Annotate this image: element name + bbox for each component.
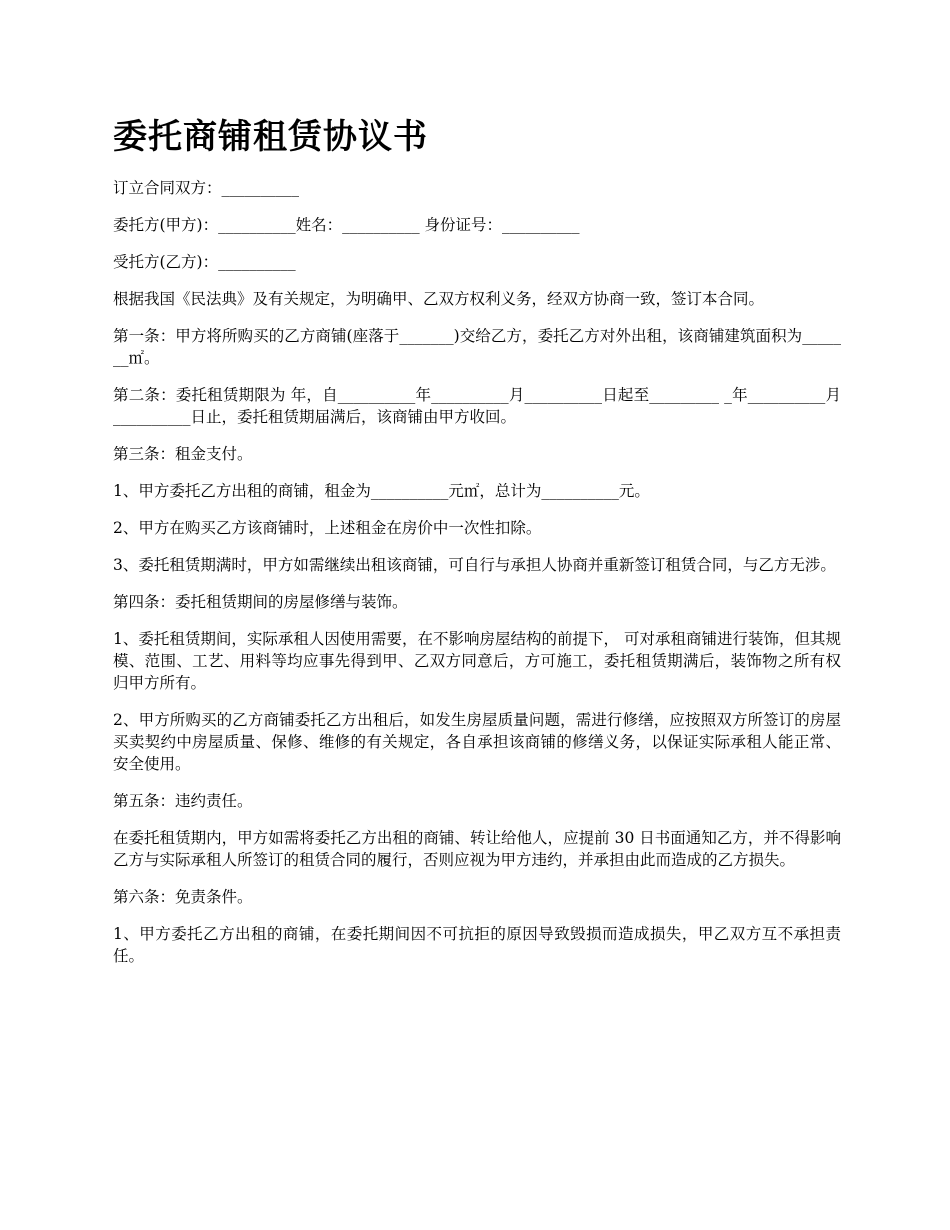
article-1-paragraph: 第一条：甲方将所购买的乙方商铺(座落于_______)交给乙方，委托乙方对外出租，该商铺建筑面积为_______㎡。 xyxy=(113,327,841,367)
party-a-line: 委托方(甲方)：__________姓名：__________ 身份证号：__________ xyxy=(113,216,580,234)
article-3-heading: 第三条：租金支付。 xyxy=(113,445,253,463)
article-4-item-1: 1、委托租赁期间，实际承租人因使用需要，在不影响房屋结构的前提下， 可对承租商铺进行装饰，但其规模、范围、工艺、用料等均应事先得到甲、乙双方同意后，方可施工，委托租赁期满后，装饰物之所有权归甲方所有。 xyxy=(113,630,841,692)
article-6-heading: 第六条：免责条件。 xyxy=(113,888,253,906)
preamble-paragraph: 根据我国《民法典》及有关规定，为明确甲、乙双方权利义务，经双方协商一致，签订本合同。 xyxy=(113,290,765,308)
article-3-item-2: 2、甲方在购买乙方该商铺时，上述租金在房价中一次性扣除。 xyxy=(113,519,542,537)
article-6-item-1: 1、甲方委托乙方出租的商铺，在委托期间因不可抗拒的原因导致毁损而造成损失，甲乙双方互不承担责任。 xyxy=(113,925,841,965)
article-3-item-1: 1、甲方委托乙方出租的商铺，租金为__________元㎡，总计为__________元。 xyxy=(113,482,650,500)
article-2-paragraph: 第二条：委托租赁期限为 年，自__________年__________月__________日起至_________ _年__________月__________日止，委托租赁期届满后，该商铺由甲方收回。 xyxy=(113,386,841,426)
article-4-item-2: 2、甲方所购买的乙方商铺委托乙方出租后，如发生房屋质量问题，需进行修缮，应按照双方所签订的房屋买卖契约中房屋质量、保修、维修的有关规定，各自承担该商铺的修缮义务，以保证实际承租人能正常、安全使用。 xyxy=(113,711,841,773)
article-4-heading: 第四条：委托租赁期间的房屋修缮与装饰。 xyxy=(113,593,408,611)
article-5-paragraph: 在委托租赁期内，甲方如需将委托乙方出租的商铺、转让给他人，应提前 30 日书面通知乙方，并不得影响乙方与实际承租人所签订的租赁合同的履行，否则应视为甲方违约，并承担由此而造成的乙方损失。 xyxy=(113,829,841,869)
document-title: 委托商铺租赁协议书 xyxy=(113,117,428,157)
article-3-item-3: 3、委托租赁期满时，甲方如需继续出租该商铺，可自行与承担人协商并重新签订租赁合同，与乙方无涉。 xyxy=(113,556,836,574)
article-5-heading: 第五条：违约责任。 xyxy=(113,792,253,810)
document-page xyxy=(113,112,841,982)
contract-parties-line: 订立合同双方：__________ xyxy=(113,179,300,197)
party-b-line: 受托方(乙方)：__________ xyxy=(113,253,296,271)
